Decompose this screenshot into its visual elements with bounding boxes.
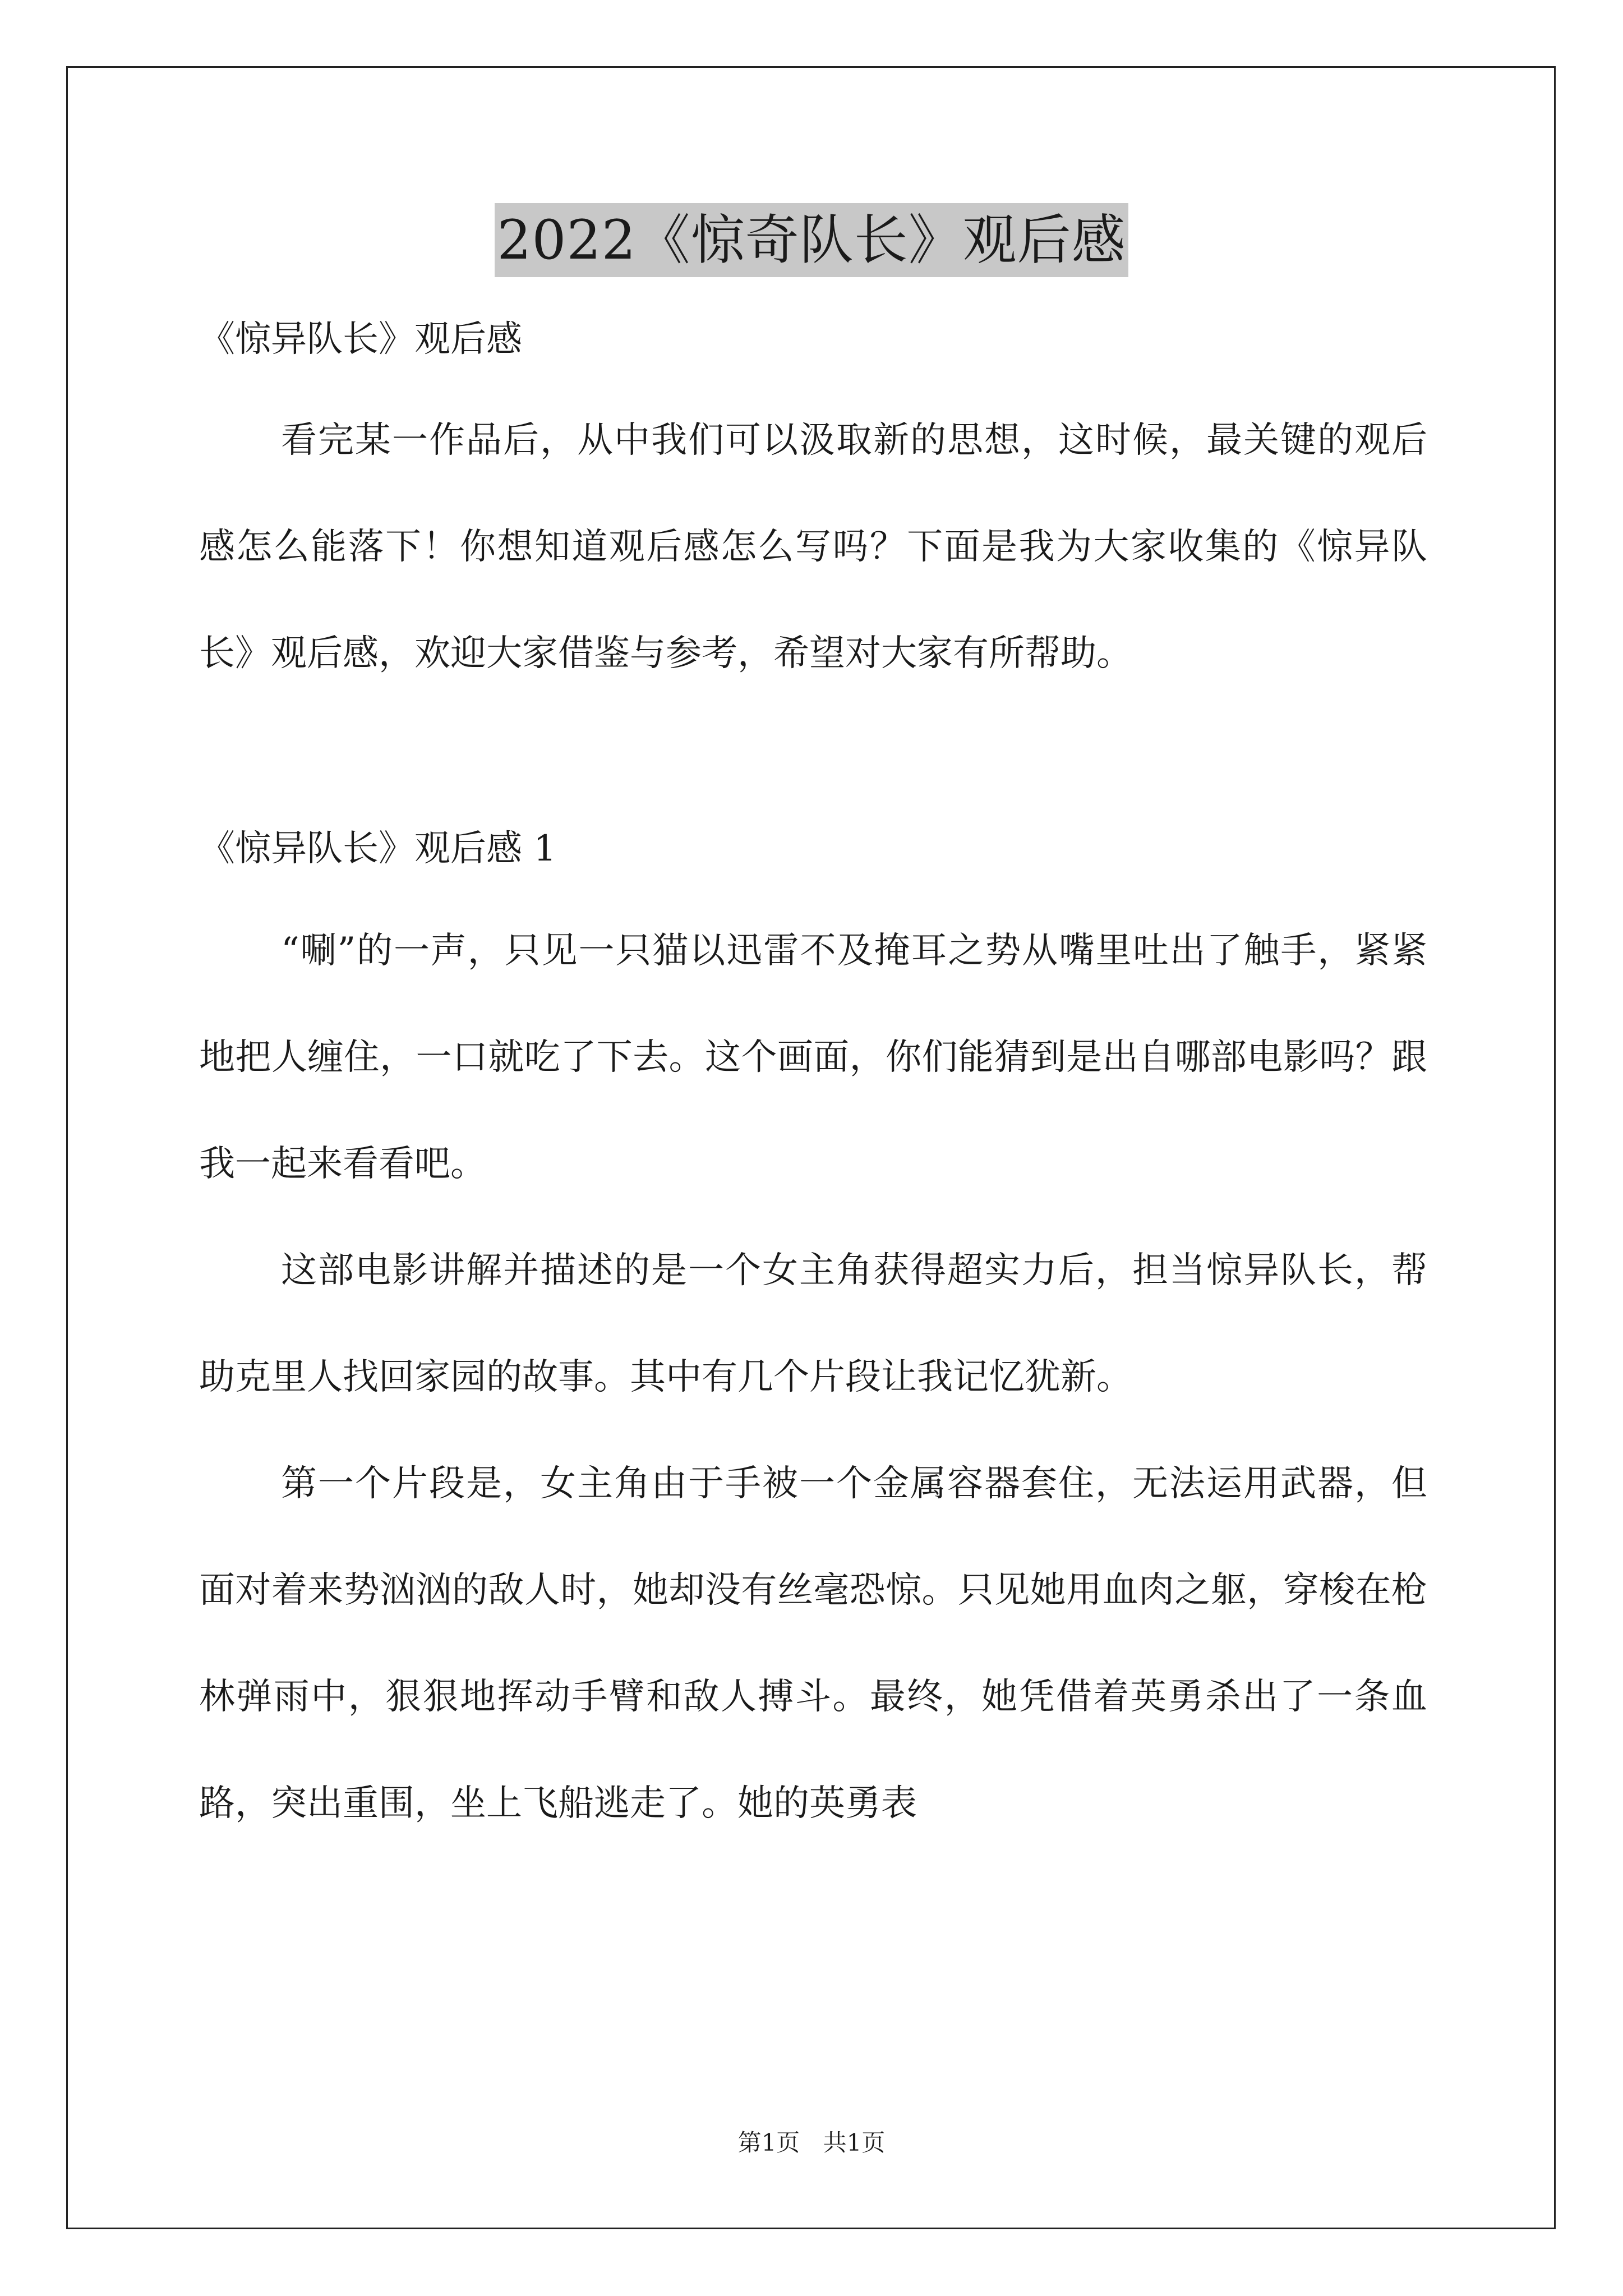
intro-paragraph: 看完某一作品后，从中我们可以汲取新的思想，这时候，最关键的观后感怎么能落下！你想知道观后感怎么写吗？下面是我为大家收集的《惊异队长》观后感，欢迎大家借鉴与参考，希望对大家有所帮助。 <box>199 420 1427 674</box>
document-body <box>199 314 1427 1857</box>
body-paragraph: 第一个片段是，女主角由于手被一个金属容器套住，无法运用武器，但面对着来势汹汹的敌人时，她却没有丝毫恐惊。只见她用血肉之躯，穿梭在枪林弹雨中，狠狠地挥动手臂和敌人搏斗。最终，她凭借着英勇杀出了一条血路，突出重围，坐上飞船逃走了。她的英勇表 <box>199 1463 1427 1824</box>
page-total: 共1页 <box>823 2129 886 2156</box>
subheading-review-1: 《惊异队长》观后感 1 <box>199 828 557 869</box>
page-number: 第1页 <box>737 2129 800 2156</box>
subheading-intro: 《惊异队长》观后感 <box>199 319 522 360</box>
document-title: 2022《惊奇队长》观后感 <box>495 203 1128 277</box>
page-footer <box>0 2129 1623 2157</box>
title-container <box>0 203 1623 277</box>
body-paragraph: “唰”的一声，只见一只猫以迅雷不及掩耳之势从嘴里吐出了触手，紧紧地把人缠住，一口就吃了下去。这个画面，你们能猜到是出自哪部电影吗？跟我一起来看看吧。 <box>199 930 1427 1185</box>
body-paragraph: 这部电影讲解并描述的是一个女主角获得超实力后，担当惊异队长，帮助克里人找回家园的故事。其中有几个片段让我记忆犹新。 <box>199 1250 1427 1398</box>
